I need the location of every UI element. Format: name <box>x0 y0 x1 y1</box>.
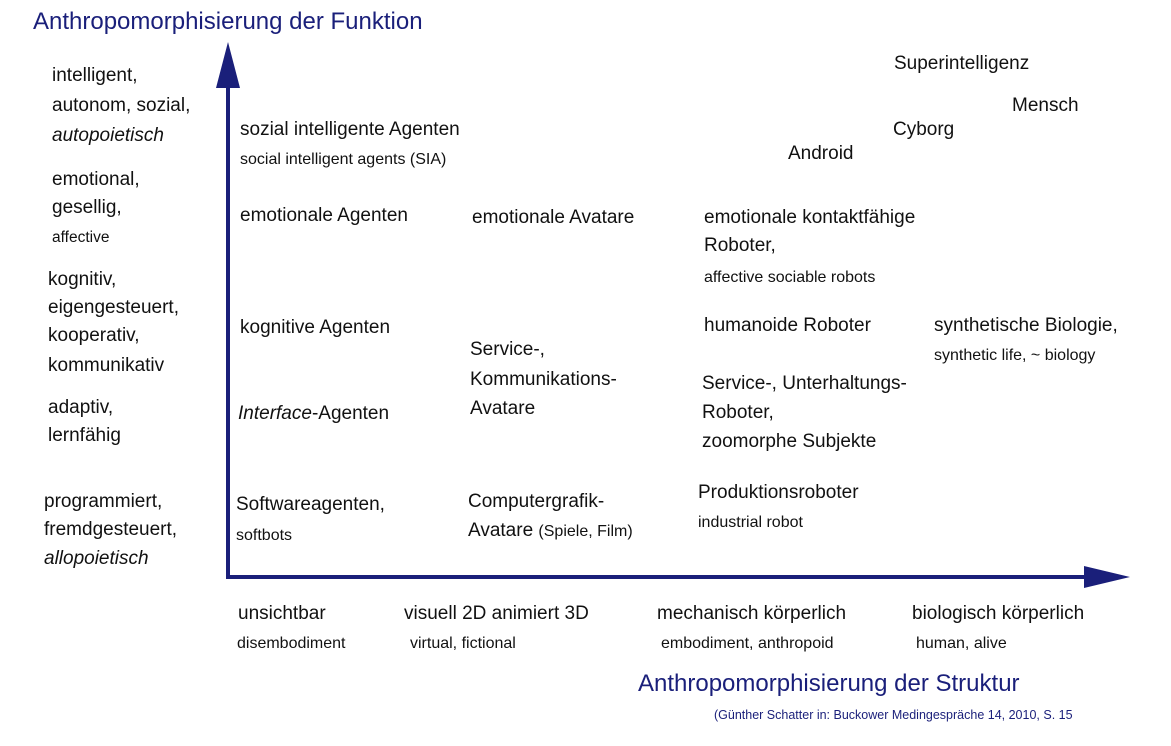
cell-synbio-en: synthetic life, ~ biology <box>934 347 1096 364</box>
cell-prod-robots: Produktionsroboter <box>698 482 859 503</box>
cell-sia-de: sozial intelligente Agenten <box>240 119 460 140</box>
cell-human: Mensch <box>1012 95 1079 116</box>
cell-service-avatars-2: Kommunikations- <box>470 369 617 390</box>
x-label-visual-en: virtual, fictional <box>410 635 516 652</box>
y-label-social-3: autopoietisch <box>52 125 164 146</box>
interface-italic: Interface <box>238 403 312 424</box>
x-label-visual: visuell 2D animiert 3D <box>404 603 589 624</box>
y-label-emotional-1: emotional, <box>52 169 140 190</box>
cg-avatars-word: Avatare <box>468 520 534 541</box>
y-label-adaptive-2: lernfähig <box>48 425 121 446</box>
cell-software-agents: Softwareagenten, <box>236 494 385 515</box>
y-label-emotional-2: gesellig, <box>52 197 122 218</box>
y-axis-arrowhead <box>216 42 240 88</box>
y-label-cognitive-2: eigengesteuert, <box>48 297 179 318</box>
y-label-cognitive-3: kooperativ, <box>48 325 140 346</box>
cg-avatars-note: (Spiele, Film) <box>538 523 633 540</box>
source-citation: (Günther Schatter in: Buckower Medingespräche 14, 2010, S. 15 <box>714 708 1073 722</box>
x-label-invisible-en: disembodiment <box>237 635 346 652</box>
cell-emo-robots-1: emotionale kontaktfähige <box>704 207 916 228</box>
cell-superintelligence: Superintelligenz <box>894 53 1030 74</box>
x-label-mechanical: mechanisch körperlich <box>657 603 847 624</box>
x-label-biological: biologisch körperlich <box>912 603 1085 624</box>
cell-cog-agents: kognitive Agenten <box>240 317 391 338</box>
cell-emo-avatars: emotionale Avatare <box>472 207 635 228</box>
cell-sia-en: social intelligent agents (SIA) <box>240 151 447 168</box>
x-axis-arrowhead <box>1084 566 1130 588</box>
cell-emo-robots-2: Roboter, <box>704 235 776 256</box>
cell-service-avatars-3: Avatare <box>470 398 536 419</box>
cell-interface-agents <box>238 402 389 425</box>
y-label-social-1: intelligent, <box>52 65 138 86</box>
cell-service-robots-2: Roboter, <box>702 402 774 423</box>
y-label-programmed-3: allopoietisch <box>44 548 149 569</box>
y-label-emotional-3: affective <box>52 229 110 246</box>
cell-humanoid: humanoide Roboter <box>704 315 871 336</box>
x-label-biological-en: human, alive <box>916 635 1007 652</box>
y-label-cognitive-4: kommunikativ <box>48 355 165 376</box>
y-axis-title: Anthropomorphisierung der Funktion <box>33 8 423 35</box>
y-label-programmed-1: programmiert, <box>44 491 163 512</box>
cell-service-robots-3: zoomorphe Subjekte <box>702 431 877 452</box>
y-label-programmed-2: fremdgesteuert, <box>44 519 178 540</box>
cell-cg-avatars-1: Computergrafik- <box>468 491 605 512</box>
cell-prod-robots-en: industrial robot <box>698 514 803 531</box>
cell-service-avatars-1: Service-, <box>470 339 545 360</box>
cell-cyborg: Cyborg <box>893 119 955 140</box>
cell-emo-agents: emotionale Agenten <box>240 205 408 226</box>
x-label-mechanical-en: embodiment, anthropoid <box>661 635 834 652</box>
x-label-invisible: unsichtbar <box>238 603 326 624</box>
cell-cg-avatars-2 <box>468 519 633 543</box>
cell-emo-robots-en: affective sociable robots <box>704 269 876 286</box>
cell-software-agents-en: softbots <box>236 527 293 544</box>
cell-android: Android <box>788 143 854 164</box>
cell-service-robots-1: Service-, Unterhaltungs- <box>702 373 907 394</box>
cell-synbio: synthetische Biologie, <box>934 315 1118 336</box>
y-label-adaptive-1: adaptiv, <box>48 397 114 418</box>
y-label-social-2: autonom, sozial, <box>52 95 191 116</box>
y-label-cognitive-1: kognitiv, <box>48 269 117 290</box>
x-axis-title: Anthropomorphisierung der Struktur <box>638 670 1020 697</box>
interface-rest: -Agenten <box>311 403 390 424</box>
